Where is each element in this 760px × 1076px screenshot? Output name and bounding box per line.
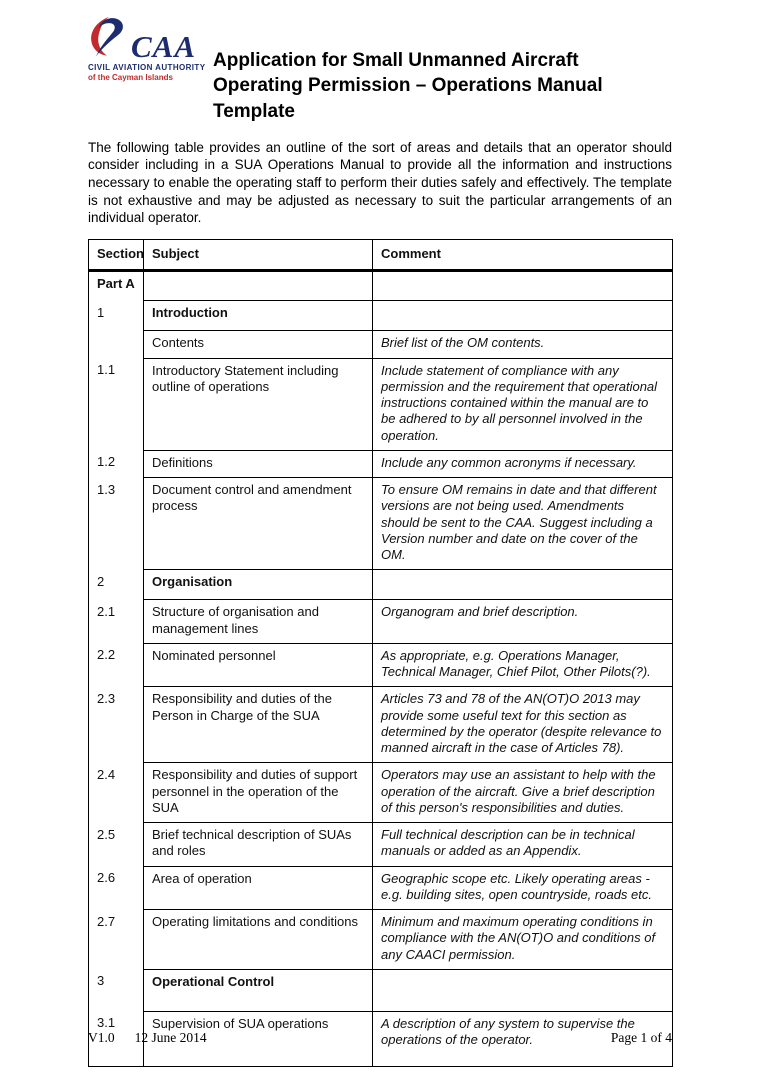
table-row xyxy=(89,478,673,570)
cell-comment xyxy=(373,271,673,301)
cell-section: 1.3 xyxy=(89,478,144,570)
cell-section: Part A xyxy=(89,271,144,301)
table-row xyxy=(89,570,673,600)
cell-comment: A description of any system to supervise the operations of the operator. xyxy=(373,1011,673,1066)
version-label: V1.0 xyxy=(88,1030,115,1045)
document-header xyxy=(88,14,672,124)
cell-subject xyxy=(144,271,373,301)
cell-comment: Include any common acronyms if necessary. xyxy=(373,450,673,477)
cell-section: 2.2 xyxy=(89,643,144,687)
cell-section: 3.1 xyxy=(89,1011,144,1066)
intro-paragraph: The following table provides an outline of the sort of areas and details that an operator should consider including in a SUA Operations Manual to provide all the information and instructions necessary to enable the operating staff to perform their duties safely and effectively. The template is not exhaustive and may be adjusted as necessary to suit the particular arrangements of an individual operator. xyxy=(88,139,672,226)
caa-logo-top xyxy=(88,14,213,64)
cell-comment: As appropriate, e.g. Operations Manager, Technical Manager, Chief Pilot, Other Pilots(?). xyxy=(373,643,673,687)
caa-logo-swoosh-icon xyxy=(88,14,130,60)
cell-comment: Articles 73 and 78 of the AN(OT)O 2013 may provide some useful text for this section as determined by the operator (despite relevance to manned aircraft in the case of Articles 78). xyxy=(373,687,673,763)
cell-subject: Structure of organisation and management lines xyxy=(144,600,373,644)
cell-section: 2.4 xyxy=(89,763,144,823)
table-row xyxy=(89,823,673,867)
cell-section xyxy=(89,331,144,358)
column-header-section: Section xyxy=(89,240,144,271)
cell-comment: Operators may use an assistant to help with the operation of the aircraft. Give a brief description of this person's responsibilities and duties. xyxy=(373,763,673,823)
cell-comment xyxy=(373,570,673,600)
cell-subject: Definitions xyxy=(144,450,373,477)
cell-section: 1.1 xyxy=(89,358,144,450)
table-row xyxy=(89,687,673,763)
cell-comment xyxy=(373,301,673,331)
cell-section: 2.1 xyxy=(89,600,144,644)
cell-subject: Supervision of SUA operations xyxy=(144,1011,373,1066)
cell-section: 2.5 xyxy=(89,823,144,867)
cell-section: 2 xyxy=(89,570,144,600)
cell-comment: Organogram and brief description. xyxy=(373,600,673,644)
cell-subject: Document control and amendment process xyxy=(144,478,373,570)
caa-logo xyxy=(88,14,213,82)
cell-section: 2.3 xyxy=(89,687,144,763)
table-row xyxy=(89,600,673,644)
cell-comment: Brief list of the OM contents. xyxy=(373,331,673,358)
cell-subject: Area of operation xyxy=(144,866,373,910)
cell-subject: Operational Control xyxy=(144,969,373,1011)
cell-comment: Full technical description can be in technical manuals or added as an Appendix. xyxy=(373,823,673,867)
page-title: Application for Small Unmanned Aircraft Operating Permission – Operations Manual Template xyxy=(213,50,603,122)
cell-subject: Nominated personnel xyxy=(144,643,373,687)
cell-comment xyxy=(373,969,673,1011)
cell-comment: To ensure OM remains in date and that different versions are not being used. Amendments should be sent to the CAA. Suggest including a Version number and date on the cover of the OM. xyxy=(373,478,673,570)
cell-subject: Responsibility and duties of the Person in Charge of the SUA xyxy=(144,687,373,763)
cell-section: 1.2 xyxy=(89,450,144,477)
page-number-label: Page 1 of 4 xyxy=(610,1030,672,1045)
table-row xyxy=(89,301,673,331)
column-header-comment: Comment xyxy=(373,240,673,271)
operations-manual-outline-table xyxy=(88,239,673,1067)
table-row xyxy=(89,358,673,450)
cell-comment: Include statement of compliance with any permission and the requirement that operational instructions contained within the manual are to be adhered to by all personnel involved in the operation. xyxy=(373,358,673,450)
footer-version-block xyxy=(88,1030,207,1046)
cell-section: 1 xyxy=(89,301,144,331)
cell-subject: Contents xyxy=(144,331,373,358)
table-row xyxy=(89,271,673,301)
cell-comment: Geographic scope etc. Likely operating areas - e.g. building sites, open countryside, roads etc. xyxy=(373,866,673,910)
date-label: 12 June 2014 xyxy=(134,1030,207,1045)
caa-logo-islands-text: of the Cayman Islands xyxy=(88,73,173,82)
table-header-row xyxy=(89,240,673,271)
table-row xyxy=(89,450,673,477)
table-row xyxy=(89,643,673,687)
caa-logo-acronym: CAA xyxy=(131,28,197,64)
cell-subject: Introduction xyxy=(144,301,373,331)
cell-subject: Introductory Statement including outline of operations xyxy=(144,358,373,450)
column-header-subject: Subject xyxy=(144,240,373,271)
cell-comment: Minimum and maximum operating conditions in compliance with the AN(OT)O and conditions of any CAACI permission. xyxy=(373,910,673,970)
document-footer xyxy=(88,1030,672,1046)
cell-subject: Brief technical description of SUAs and roles xyxy=(144,823,373,867)
table-row xyxy=(89,331,673,358)
cell-section: 3 xyxy=(89,969,144,1011)
table-body xyxy=(89,271,673,1067)
cell-subject: Operating limitations and conditions xyxy=(144,910,373,970)
caa-logo-authority-text: CIVIL AVIATION AUTHORITY xyxy=(88,63,206,72)
table-row xyxy=(89,910,673,970)
cell-subject: Organisation xyxy=(144,570,373,600)
table-row xyxy=(89,763,673,823)
cell-subject: Responsibility and duties of support personnel in the operation of the SUA xyxy=(144,763,373,823)
table-row xyxy=(89,866,673,910)
cell-section: 2.6 xyxy=(89,866,144,910)
table-row xyxy=(89,969,673,1011)
cell-section: 2.7 xyxy=(89,910,144,970)
